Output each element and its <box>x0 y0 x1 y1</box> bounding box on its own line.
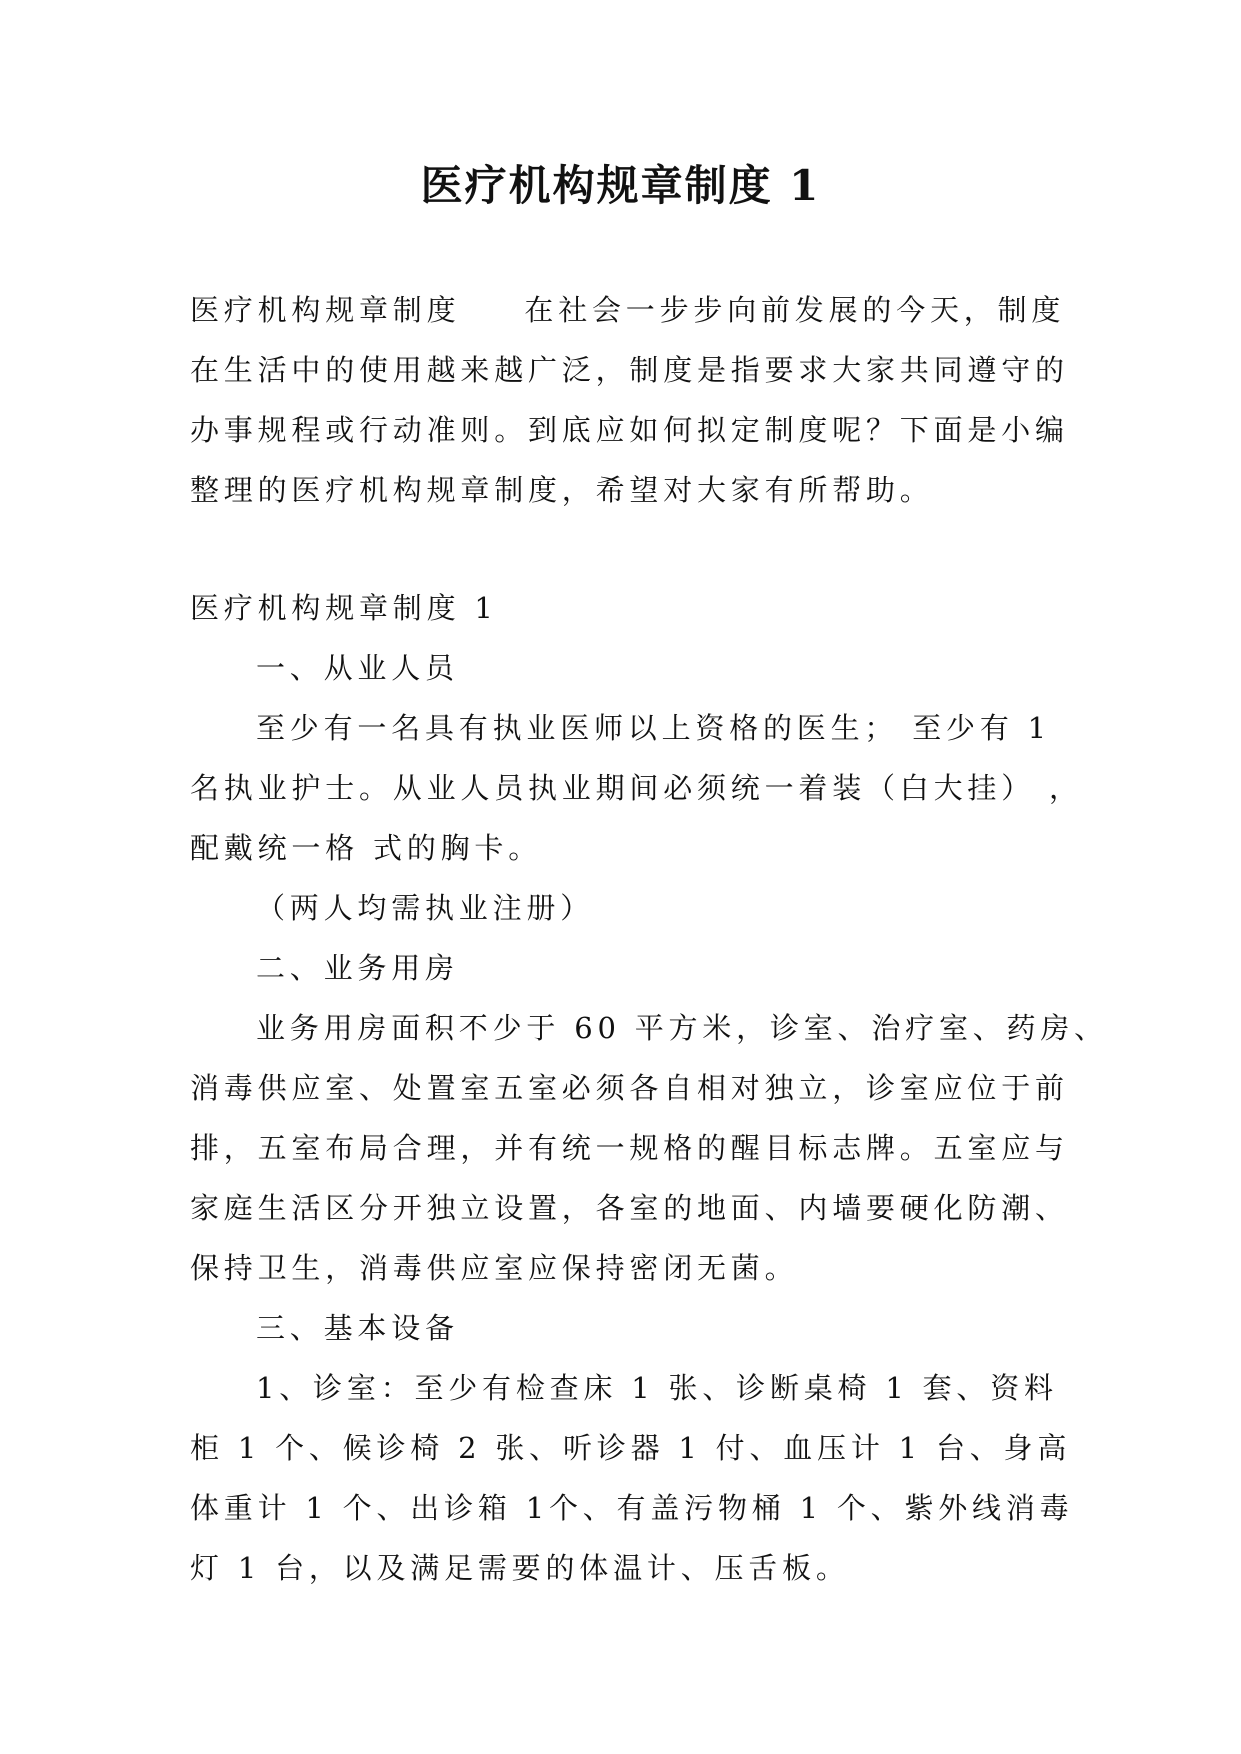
part3-line-3: 体重计 1 个、出诊箱 1个、有盖污物桶 1 个、紫外线消毒 <box>190 1491 1074 1525</box>
part1-heading: 一、从业人员 <box>256 651 459 685</box>
intro-line-4: 整理的医疗机构规章制度，希望对大家有所帮助。 <box>190 473 934 507</box>
part1-note: （两人均需执业注册） <box>256 891 595 925</box>
intro-line-1 <box>190 290 1065 330</box>
intro-line-2: 在生活中的使用越来越广泛，制度是指要求大家共同遵守的 <box>190 353 1069 387</box>
part2-line-1: 业务用房面积不少于 60 平方米，诊室、治疗室、药房、 <box>256 1011 1108 1045</box>
part2-line-4: 家庭生活区分开独立设置，各室的地面、内墙要硬化防潮、 <box>190 1191 1069 1225</box>
part1-line-3: 配戴统一格 式的胸卡。 <box>190 831 543 865</box>
part3-line-4: 灯 1 台，以及满足需要的体温计、压舌板。 <box>190 1551 850 1585</box>
part3-line-2: 柜 1 个、候诊椅 2 张、听诊器 1 付、血压计 1 台、身高 <box>190 1431 1072 1465</box>
section-title: 医疗机构规章制度 1 <box>190 591 498 625</box>
part3-line-1: 1、诊室：至少有检查床 1 张、诊断桌椅 1 套、资料 <box>256 1371 1058 1405</box>
part2-line-5: 保持卫生，消毒供应室应保持密闭无菌。 <box>190 1251 799 1285</box>
part1-line-1: 至少有一名具有执业医师以上资格的医生； 至少有 1 <box>256 711 1051 745</box>
part2-heading: 二、业务用房 <box>256 951 459 985</box>
intro-line-1-rest: 在社会一步步向前发展的今天，制度 <box>524 293 1066 327</box>
part3-heading: 三、基本设备 <box>256 1311 459 1345</box>
part2-line-2: 消毒供应室、处置室五室必须各自相对独立，诊室应位于前 <box>190 1071 1069 1105</box>
intro-heading: 医疗机构规章制度 <box>190 293 461 327</box>
intro-line-3: 办事规程或行动准则。到底应如何拟定制度呢？下面是小编 <box>190 413 1069 447</box>
part2-line-3: 排，五室布局合理，并有统一规格的醒目标志牌。五室应与 <box>190 1131 1069 1165</box>
document-title: 医疗机构规章制度 1 <box>420 161 821 210</box>
part1-line-2: 名执业护士。从业人员执业期间必须统一着装（白大挂） ， <box>190 771 1083 805</box>
